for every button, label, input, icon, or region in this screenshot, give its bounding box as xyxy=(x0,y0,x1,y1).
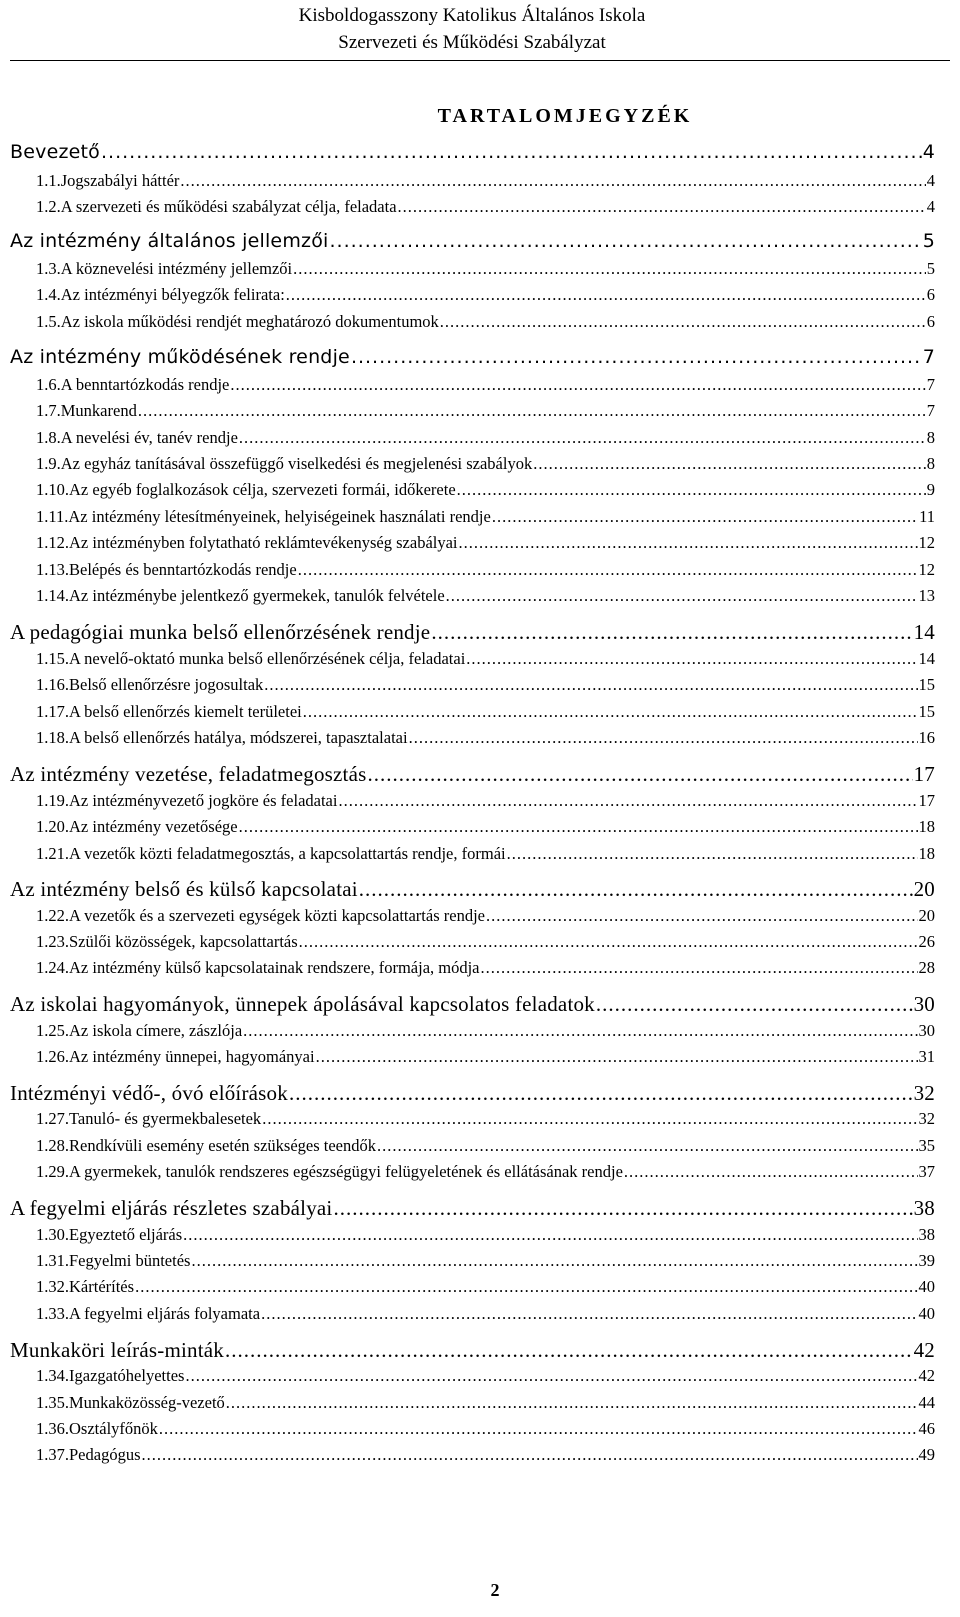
toc-entry-page: 28 xyxy=(918,958,935,977)
toc-leader-dots xyxy=(262,1109,917,1129)
toc-entry-chapter[interactable] xyxy=(10,992,935,1017)
toc-entry-section[interactable] xyxy=(10,171,935,191)
toc-entry-number: 1.26. xyxy=(36,1047,69,1066)
toc-entry-title: A belső ellenőrzés kiemelt területei xyxy=(69,702,302,721)
toc-entry-title: A belső ellenőrzés hatálya, módszerei, tapasztalatai xyxy=(69,728,408,747)
toc-entry-section[interactable] xyxy=(10,285,935,305)
toc-leader-dots xyxy=(409,728,918,748)
toc-leader-dots xyxy=(289,1081,913,1106)
toc-entry-number: 1.37. xyxy=(36,1445,69,1464)
toc-entry-page: 14 xyxy=(913,620,935,644)
toc-entry-section[interactable] xyxy=(10,1366,935,1386)
toc-entry-page: 8 xyxy=(926,428,935,447)
toc-entry-title: Egyeztető eljárás xyxy=(69,1225,183,1244)
toc-entry-number: 1.20. xyxy=(36,817,69,836)
toc-entry-section[interactable] xyxy=(10,958,935,978)
toc-leader-dots xyxy=(431,620,912,645)
toc-entry-title: Az egyéb foglalkozások célja, szervezeti formái, időkerete xyxy=(69,480,456,499)
toc-leader-dots xyxy=(239,817,918,837)
toc-entry-section[interactable] xyxy=(10,844,935,864)
toc-entry-page: 30 xyxy=(913,992,935,1016)
toc-entry-page: 38 xyxy=(918,1225,935,1244)
toc-entry-page: 4 xyxy=(926,197,935,216)
header-document-name: Szervezeti és Működési Szabályzat xyxy=(338,32,606,53)
toc-entry-title: Belső ellenőrzésre jogosultak xyxy=(69,675,264,694)
toc-entry-section[interactable] xyxy=(10,1136,935,1156)
toc-entry-section[interactable] xyxy=(10,586,935,606)
toc-entry-number: 1.25. xyxy=(36,1021,69,1040)
toc-entry-section[interactable] xyxy=(10,1021,935,1041)
toc-leader-dots xyxy=(446,586,918,606)
toc-entry-section[interactable] xyxy=(10,1251,935,1271)
toc-leader-dots xyxy=(459,533,918,553)
toc-entry-number: 1.21. xyxy=(36,844,69,863)
toc-entry-page: 5 xyxy=(926,259,935,278)
toc-entry-section[interactable] xyxy=(10,197,935,217)
toc-leader-dots xyxy=(226,1393,918,1413)
toc-entry-number: 1.15. xyxy=(36,649,69,668)
toc-entry-number: 1.7. xyxy=(36,401,61,420)
toc-entry-number: 1.32. xyxy=(36,1277,69,1296)
toc-entry-title: A vezetők és a szervezeti egységek közti kapcsolattartás rendje xyxy=(69,906,485,925)
toc-entry-page: 35 xyxy=(918,1136,935,1155)
toc-entry-page: 44 xyxy=(918,1393,935,1412)
toc-entry-number: 1.27. xyxy=(36,1109,69,1128)
toc-entry-page: 38 xyxy=(913,1196,935,1220)
toc-entry-title: Igazgatóhelyettes xyxy=(69,1366,185,1385)
toc-entry-section[interactable] xyxy=(10,480,935,500)
toc-entry-title: Az intézmény vezetése, feladatmegosztás xyxy=(10,762,367,786)
toc-entry-title: A gyermekek, tanulók rendszeres egészségügyi felügyeletének és ellátásának rendje xyxy=(69,1162,623,1181)
toc-entry-page: 11 xyxy=(919,507,935,526)
toc-entry-number: 1.8. xyxy=(36,428,61,447)
toc-entry-page: 6 xyxy=(926,312,935,331)
toc-entry-page: 6 xyxy=(926,285,935,304)
toc-leader-dots xyxy=(316,1047,918,1067)
toc-entry-number: 1.31. xyxy=(36,1251,69,1270)
toc-entry-page: 20 xyxy=(913,877,935,901)
toc-entry-title: Jogszabályi háttér xyxy=(60,171,180,190)
toc-entry-number: 1.33. xyxy=(36,1304,69,1323)
toc-entry-section[interactable] xyxy=(10,312,935,332)
toc-entry-title: Az intézmény általános jellemzői xyxy=(10,230,329,252)
toc-entry-page: 31 xyxy=(918,1047,935,1066)
toc-leader-dots xyxy=(239,428,926,448)
toc-entry-number: 1.19. xyxy=(36,791,69,810)
toc-entry-page: 40 xyxy=(918,1277,935,1296)
toc-entry-title: Munkaközösség-vezető xyxy=(69,1393,225,1412)
toc-leader-dots xyxy=(264,675,917,695)
toc-entry-page: 7 xyxy=(922,346,935,368)
toc-entry-number: 1.10. xyxy=(36,480,69,499)
toc-entry-page: 15 xyxy=(918,675,935,694)
toc-entry-chapter[interactable] xyxy=(10,346,935,368)
toc-entry-title: Intézményi védő-, óvó előírások xyxy=(10,1081,288,1105)
toc-entry-number: 1.4. xyxy=(36,285,61,304)
toc-leader-dots xyxy=(507,844,918,864)
toc-entry-title: Pedagógus xyxy=(69,1445,141,1464)
toc-entry-title: Fegyelmi büntetés xyxy=(69,1251,191,1270)
toc-leader-dots xyxy=(351,346,922,368)
toc-entry-section[interactable] xyxy=(10,401,935,421)
toc-entry-chapter[interactable] xyxy=(10,141,935,163)
toc-entry-page: 7 xyxy=(926,401,935,420)
toc-entry-number: 1.22. xyxy=(36,906,69,925)
toc-entry-section[interactable] xyxy=(10,507,935,527)
toc-leader-dots xyxy=(298,560,918,580)
toc-leader-dots xyxy=(138,401,926,421)
toc-entry-number: 1.30. xyxy=(36,1225,69,1244)
toc-entry-section[interactable] xyxy=(10,817,935,837)
toc-entry-page: 16 xyxy=(918,728,935,747)
toc-entry-number: 1.9. xyxy=(36,454,61,473)
toc-leader-dots xyxy=(466,649,917,669)
toc-entry-title: Az intézmény ünnepei, hagyományai xyxy=(69,1047,315,1066)
toc-entry-page: 32 xyxy=(918,1109,935,1128)
toc-entry-number: 1.36. xyxy=(36,1419,69,1438)
toc-entry-page: 49 xyxy=(918,1445,935,1464)
toc-entry-page: 32 xyxy=(913,1081,935,1105)
toc-leader-dots xyxy=(367,762,912,787)
toc-entry-title: Kártérítés xyxy=(69,1277,135,1296)
toc-entry-page: 42 xyxy=(913,1338,935,1362)
toc-entry-title: Az intézménybe jelentkező gyermekek, tanulók felvétele xyxy=(69,586,445,605)
toc-entry-title: Az intézményvezető jogköre és feladatai xyxy=(69,791,338,810)
toc-entry-title: Belépés és benntartózkodás rendje xyxy=(69,560,297,579)
toc-entry-number: 1.13. xyxy=(36,560,69,579)
toc-entry-section[interactable] xyxy=(10,649,935,669)
toc-entry-title: Az iskola működési rendjét meghatározó dokumentumok xyxy=(60,312,439,331)
toc-entry-page: 13 xyxy=(918,586,935,605)
toc-entry-section[interactable] xyxy=(10,1277,935,1297)
toc-leader-dots xyxy=(135,1277,917,1297)
toc-entry-title: Munkaköri leírás-minták xyxy=(10,1338,224,1362)
toc-entry-section[interactable] xyxy=(10,1445,935,1465)
toc-leader-dots xyxy=(243,1021,917,1041)
toc-entry-page: 17 xyxy=(913,762,935,786)
toc-entry-page: 46 xyxy=(918,1419,935,1438)
page-header xyxy=(0,2,960,56)
toc-leader-dots xyxy=(624,1162,918,1182)
page-number: 2 xyxy=(490,1580,500,1600)
header-divider xyxy=(10,60,950,61)
toc-entry-number: 1.18. xyxy=(36,728,69,747)
toc-leader-dots xyxy=(159,1419,918,1439)
toc-leader-dots xyxy=(486,906,918,926)
toc-entry-section[interactable] xyxy=(10,702,935,722)
toc-entry-title: Az intézmény létesítményeinek, helyiségeinek használati rendje xyxy=(68,507,491,526)
toc-entry-title: Szülői közösségek, kapcsolattartás xyxy=(69,932,298,951)
toc-leader-dots xyxy=(185,1366,917,1386)
toc-entry-title: Osztályfőnök xyxy=(69,1419,158,1438)
toc-leader-dots xyxy=(142,1445,918,1465)
toc-leader-dots xyxy=(333,1196,912,1221)
toc-entry-chapter[interactable] xyxy=(10,1196,935,1221)
toc-entry-section[interactable] xyxy=(10,1393,935,1413)
toc-entry-title: Munkarend xyxy=(60,401,137,420)
toc-entry-section[interactable] xyxy=(10,728,935,748)
toc-entry-page: 42 xyxy=(918,1366,935,1385)
toc-entry-page: 9 xyxy=(926,480,935,499)
toc-entry-number: 1.35. xyxy=(36,1393,69,1412)
toc-entry-title: Az intézményben folytatható reklámtevékenység szabályai xyxy=(69,533,458,552)
toc-leader-dots xyxy=(293,259,926,279)
toc-entry-title: A benntartózkodás rendje xyxy=(60,375,230,394)
toc-entry-section[interactable] xyxy=(10,791,935,811)
toc-entry-title: A szervezeti és működési szabályzat célja, feladata xyxy=(60,197,397,216)
toc-entry-page: 7 xyxy=(926,375,935,394)
toc-entry-page: 30 xyxy=(918,1021,935,1040)
toc-leader-dots xyxy=(330,230,922,252)
toc-entry-page: 40 xyxy=(918,1304,935,1323)
toc-entry-page: 18 xyxy=(918,844,935,863)
toc-entry-title: A pedagógiai munka belső ellenőrzésének rendje xyxy=(10,620,431,644)
toc-title: TARTALOMJEGYZÉK xyxy=(437,105,693,127)
toc-entry-section[interactable] xyxy=(10,533,935,553)
toc-entry-page: 18 xyxy=(918,817,935,836)
toc-entry-number: 1.14. xyxy=(36,586,69,605)
header-school-name: Kisboldogasszony Katolikus Általános Iskola xyxy=(298,5,646,26)
toc-entry-page: 26 xyxy=(918,932,935,951)
toc-entry-page: 12 xyxy=(918,560,935,579)
toc-leader-dots xyxy=(230,375,925,395)
toc-entry-section[interactable] xyxy=(10,675,935,695)
toc-entry-page: 17 xyxy=(918,791,935,810)
toc-leader-dots xyxy=(457,480,926,500)
toc-leader-dots xyxy=(338,791,917,811)
toc-entry-title: Bevezető xyxy=(10,141,100,163)
toc-leader-dots xyxy=(180,171,925,191)
toc-entry-section[interactable] xyxy=(10,906,935,926)
toc-entry-page: 14 xyxy=(918,649,935,668)
toc-entry-section[interactable] xyxy=(10,1162,935,1182)
toc-entry-title: Az iskola címere, zászlója xyxy=(69,1021,243,1040)
toc-entry-chapter[interactable] xyxy=(10,1338,935,1363)
toc-entry-section[interactable] xyxy=(10,375,935,395)
toc-entry-title: A nevelési év, tanév rendje xyxy=(60,428,238,447)
toc-entry-page: 4 xyxy=(922,141,935,163)
toc-leader-dots xyxy=(377,1136,918,1156)
toc-leader-dots xyxy=(481,958,918,978)
toc-entry-title: A köznevelési intézmény jellemzői xyxy=(60,259,293,278)
toc-entry-section[interactable] xyxy=(10,428,935,448)
toc-entry-page: 12 xyxy=(918,533,935,552)
toc-entry-number: 1.6. xyxy=(36,375,61,394)
toc-entry-number: 1.5. xyxy=(36,312,61,331)
toc-entry-section[interactable] xyxy=(10,454,935,474)
toc-leader-dots xyxy=(183,1225,917,1245)
toc-entry-title: Tanuló- és gyermekbalesetek xyxy=(69,1109,262,1128)
toc-entry-number: 1.29. xyxy=(36,1162,69,1181)
toc-leader-dots xyxy=(533,454,926,474)
toc-entry-page: 20 xyxy=(918,906,935,925)
toc-entry-number: 1.23. xyxy=(36,932,69,951)
toc-entry-number: 1.12. xyxy=(36,533,69,552)
toc-leader-dots xyxy=(440,312,926,332)
toc-entry-number: 1.2. xyxy=(36,197,61,216)
toc-entry-title: A fegyelmi eljárás részletes szabályai xyxy=(10,1196,333,1220)
toc-entry-title: Az intézmény vezetősége xyxy=(69,817,238,836)
toc-entry-section[interactable] xyxy=(10,1419,935,1439)
toc-entry-section[interactable] xyxy=(10,932,935,952)
toc-entry-page: 37 xyxy=(918,1162,935,1181)
toc-entry-number: 1.16. xyxy=(36,675,69,694)
toc-entry-chapter[interactable] xyxy=(10,620,935,645)
toc-entry-section[interactable] xyxy=(10,1225,935,1245)
toc-entry-title: A fegyelmi eljárás folyamata xyxy=(69,1304,261,1323)
toc-entry-chapter[interactable] xyxy=(10,762,935,787)
toc-entry-section[interactable] xyxy=(10,1304,935,1324)
toc-entry-section[interactable] xyxy=(10,259,935,279)
toc-entry-title: Az intézményi bélyegzők felirata: xyxy=(60,285,285,304)
toc-entry-title: Az egyház tanításával összefüggő viselkedési és megjelenési szabályok xyxy=(60,454,533,473)
toc-leader-dots xyxy=(303,702,918,722)
toc-leader-dots xyxy=(101,141,922,163)
toc-entry-page: 39 xyxy=(918,1251,935,1270)
toc-entry-number: 1.17. xyxy=(36,702,69,721)
toc-leader-dots xyxy=(286,285,926,305)
toc-leader-dots xyxy=(492,507,918,527)
toc-leader-dots xyxy=(191,1251,917,1271)
toc-entry-title: Az intézmény belső és külső kapcsolatai xyxy=(10,877,358,901)
toc-leader-dots xyxy=(596,992,913,1017)
toc-leader-dots xyxy=(261,1304,917,1324)
toc-entry-page: 4 xyxy=(926,171,935,190)
toc-entry-number: 1.24. xyxy=(36,958,69,977)
toc-leader-dots xyxy=(299,932,918,952)
toc-entry-chapter[interactable] xyxy=(10,877,935,902)
toc-entry-section[interactable] xyxy=(10,1109,935,1129)
toc-entry-page: 8 xyxy=(926,454,935,473)
toc-entry-title: Rendkívüli esemény esetén szükséges teendők xyxy=(69,1136,376,1155)
toc-entry-title: A vezetők közti feladatmegosztás, a kapcsolattartás rendje, formái xyxy=(69,844,506,863)
toc-entry-number: 1.28. xyxy=(36,1136,69,1155)
toc-entry-number: 1.34. xyxy=(36,1366,69,1385)
toc-entry-section[interactable] xyxy=(10,1047,935,1067)
toc-entry-title: Az intézmény külső kapcsolatainak rendszere, formája, módja xyxy=(69,958,480,977)
toc-entry-title: Az iskolai hagyományok, ünnepek ápolásával kapcsolatos feladatok xyxy=(10,992,595,1016)
toc-entry-title: A nevelő-oktató munka belső ellenőrzésének célja, feladatai xyxy=(69,649,466,668)
toc-entry-page: 15 xyxy=(918,702,935,721)
toc-entry-title: Az intézmény működésének rendje xyxy=(10,346,350,368)
toc-leader-dots xyxy=(359,877,913,902)
toc-entry-number: 1.1. xyxy=(36,171,61,190)
toc-leader-dots xyxy=(398,197,926,217)
toc-leader-dots xyxy=(225,1338,913,1363)
toc-entry-chapter[interactable] xyxy=(10,1081,935,1106)
toc-entry-chapter[interactable] xyxy=(10,230,935,252)
toc-entry-number: 1.3. xyxy=(36,259,61,278)
toc-entry-page: 5 xyxy=(922,230,935,252)
toc-entry-number: 1.11. xyxy=(36,507,69,526)
toc-entry-section[interactable] xyxy=(10,560,935,580)
